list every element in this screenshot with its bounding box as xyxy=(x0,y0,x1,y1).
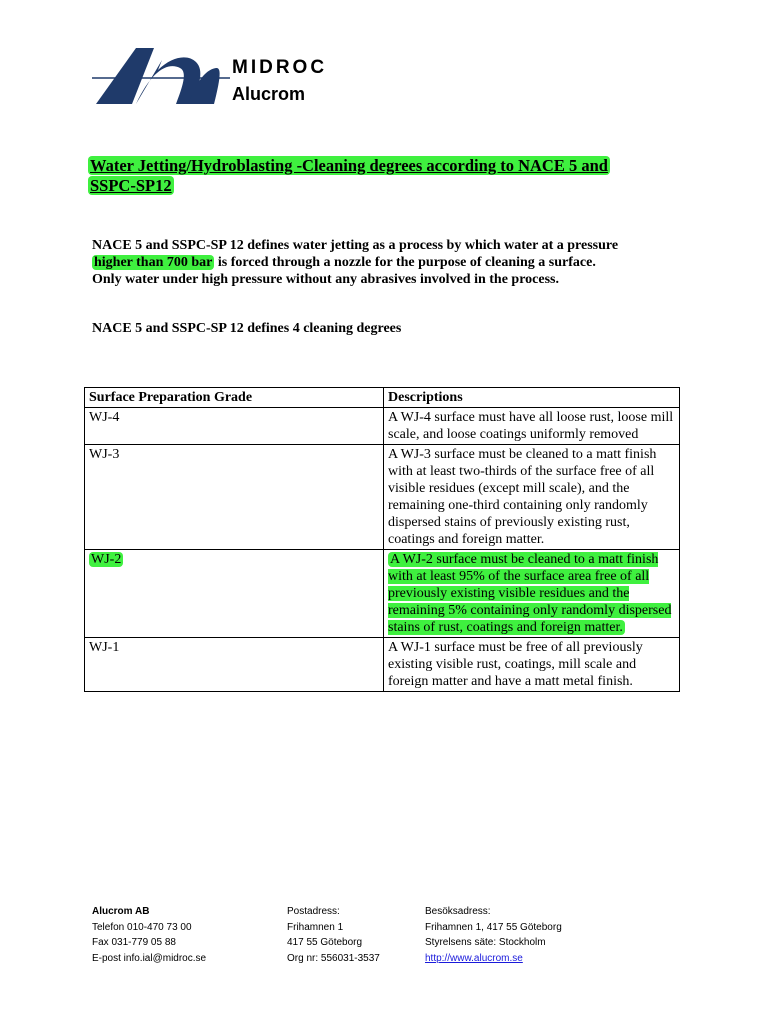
grade-cell xyxy=(85,550,384,638)
footer-org-number: Org nr: 556031-3537 xyxy=(287,952,380,964)
cleaning-degrees-count: NACE 5 and SSPC-SP 12 defines 4 cleaning degrees xyxy=(92,321,402,336)
description-cell: A WJ-1 surface must be free of all previously existing visible rust, coatings, mill scale and foreign matter and have a matt metal finish. xyxy=(384,638,680,692)
footer-visit-label: Besöksadress: xyxy=(425,906,491,917)
description-cell xyxy=(384,550,680,638)
footer-fax: Fax 031-779 05 88 xyxy=(92,937,176,948)
footer-phone: Telefon 010-470 73 00 xyxy=(92,921,192,933)
intro-text-2: is forced through a nozzle for the purpose of cleaning a surface. xyxy=(214,255,596,270)
footer-postal-line-1: Frihamnen 1 xyxy=(287,921,344,933)
description-highlight: A WJ-2 surface must be cleaned to a matt finish with at least 95% of the surface area free of all previously existing visible residues and the remaining 5% containing only randomly dispersed stains of rust, coatings and foreign matter. xyxy=(388,552,672,635)
table-header-row xyxy=(85,388,680,408)
footer-email: E-post info.ial@midroc.se xyxy=(92,952,207,964)
footer-company-name: Alucrom AB xyxy=(92,906,150,917)
company-logo xyxy=(92,40,352,110)
footer-website-link[interactable]: http://www.alucrom.se xyxy=(425,952,523,964)
intro-text-1: NACE 5 and SSPC-SP 12 defines water jetting as a process by which water at a pressure xyxy=(92,238,619,253)
footer-visit-line-1: Frihamnen 1, 417 55 Göteborg xyxy=(425,921,562,933)
footer-board-seat: Styrelsens säte: Stockholm xyxy=(425,937,546,948)
grade-cell: WJ-3 xyxy=(85,445,384,550)
table-row xyxy=(85,550,680,638)
brand-name-alucrom: Alucrom xyxy=(232,84,306,104)
grade-cell: WJ-1 xyxy=(85,638,384,692)
table-row xyxy=(85,638,680,692)
footer-postal-address xyxy=(287,904,380,966)
header-description: Descriptions xyxy=(384,388,680,408)
grade-highlight: WJ-2 xyxy=(91,552,122,567)
brand-name-midroc: MIDROC xyxy=(232,57,328,78)
description-cell: A WJ-4 surface must have all loose rust, loose mill scale, and loose coatings uniformly removed xyxy=(384,408,680,445)
footer-company-info xyxy=(92,904,206,966)
footer-visit-address xyxy=(425,904,562,966)
header-grade: Surface Preparation Grade xyxy=(85,388,384,408)
intro-text-3: Only water under high pressure without any abrasives involved in the process. xyxy=(92,272,559,287)
midroc-logo-mark-icon xyxy=(92,40,232,110)
cleaning-grades-table xyxy=(84,387,680,692)
title-line-2: SSPC-SP12 xyxy=(90,176,172,195)
document-title xyxy=(88,156,688,196)
footer-postal-label: Postadress: xyxy=(287,906,340,917)
table-row xyxy=(85,408,680,445)
intro-paragraph xyxy=(92,237,692,288)
description-cell: A WJ-3 surface must be cleaned to a matt finish with at least two-thirds of the surface free of all visible residues (except mill scale), and the remaining one-third containing only randomly dispersed stains of previously existing rust, coatings and foreign matter. xyxy=(384,445,680,550)
grade-cell: WJ-4 xyxy=(85,408,384,445)
footer-postal-line-2: 417 55 Göteborg xyxy=(287,937,363,948)
table-row xyxy=(85,445,680,550)
title-line-1: Water Jetting/Hydroblasting -Cleaning degrees according to NACE 5 and xyxy=(90,156,608,175)
intro-highlight: higher than 700 bar xyxy=(94,255,213,270)
